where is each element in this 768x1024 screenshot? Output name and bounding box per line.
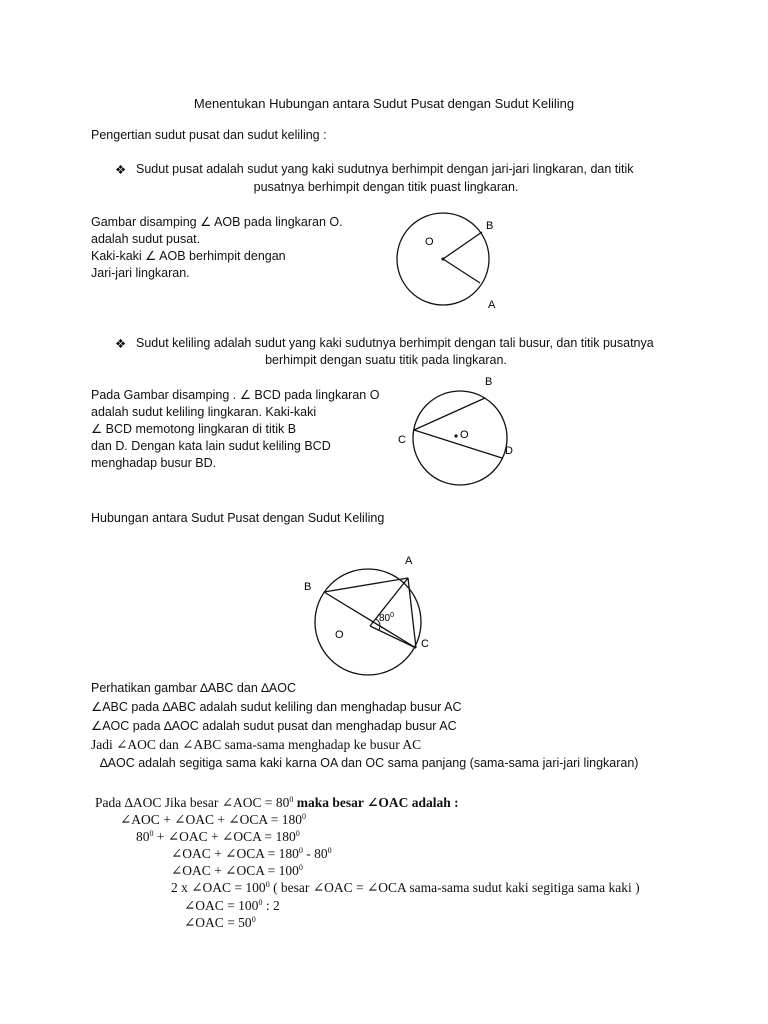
desc-line: Jari-jari lingkaran. — [91, 266, 190, 280]
calc-line: ∠AOC + ∠OAC + ∠OCA = $180^0$ — [120, 812, 307, 827]
page-title: Menentukan Hubungan antara Sudut Pusat dengan Sudut Keliling — [193, 96, 575, 111]
calc-line: ∠OAC + ∠OCA = $180^0 - 80^0$ — [171, 846, 332, 861]
label-a: A — [488, 299, 496, 311]
radius-ob — [443, 232, 482, 259]
desc-line: Pada Gambar disamping . ∠ BCD pada lingkaran O — [91, 388, 380, 402]
desc-line: ∠ BCD memotong lingkaran di titik B — [91, 422, 297, 436]
desc-line: menghadap busur BD. — [91, 456, 217, 470]
calc-line: Pada ∆AOC Jika besar ∠AOC = $80^0$ maka besar ∠OAC adalah : — [95, 795, 459, 810]
chord-cb — [414, 398, 485, 430]
hubungan-figure — [295, 550, 445, 680]
desc-line: adalah sudut keliling lingkaran. Kaki-kaki — [91, 405, 317, 419]
label-c: C — [398, 434, 406, 446]
label-o: O — [425, 236, 434, 248]
explain-line: Jadi ∠AOC dan ∠ABC sama-sama menghadap ke busur AC — [91, 737, 422, 752]
sudut-pusat-figure — [380, 205, 520, 320]
center-point — [441, 257, 444, 260]
label-b: B — [485, 376, 493, 388]
hubungan-heading: Hubungan antara Sudut Pusat dengan Sudut Keliling — [91, 511, 385, 525]
chord-cd — [414, 430, 502, 458]
explain-line: ∆AOC adalah segitiga sama kaki karna OA dan OC sama panjang (sama-sama jari-jari lingkaran) — [100, 756, 639, 770]
segment-ac — [408, 578, 416, 648]
label-d: D — [505, 445, 513, 457]
label-a: A — [405, 555, 413, 567]
sudut-keliling-def-line2: berhimpit dengan suatu titik pada lingkaran. — [265, 353, 507, 367]
explain-line: ∠AOC pada ∆AOC adalah sudut pusat dan menghadap busur AC — [91, 719, 457, 733]
label-c: C — [421, 638, 429, 650]
calc-line: 2 x ∠OAC = $100^0$ ( besar ∠OAC = ∠OCA sama-sama sudut kaki segitiga sama kaki ) — [171, 880, 640, 895]
bullet-icon: ❖ — [115, 337, 127, 351]
sudut-keliling-def-line1: Sudut keliling adalah sudut yang kaki sudutnya berhimpit dengan tali busur, dan titik pusatnya — [136, 336, 654, 350]
radius-oa — [443, 259, 480, 283]
bullet-icon: ❖ — [115, 163, 127, 177]
desc-line: Kaki-kaki ∠ AOB berhimpit dengan — [91, 249, 286, 263]
sudut-keliling-figure — [390, 370, 530, 492]
desc-line: dan D. Dengan kata lain sudut keliling BCD — [91, 439, 331, 453]
label-o: O — [460, 429, 469, 441]
label-b: B — [304, 581, 312, 593]
sudut-keliling-desc — [91, 387, 379, 472]
subtitle: Pengertian sudut pusat dan sudut keliling : — [91, 128, 327, 142]
calc-line: ∠OAC + ∠OCA = $100^0$ — [171, 863, 303, 878]
desc-line: Gambar disamping ∠ AOB pada lingkaran O. — [91, 215, 343, 229]
angle-label: $80^0$ — [379, 612, 395, 624]
sudut-pusat-def-line2: pusatnya berhimpit dengan titik puast lingkaran. — [253, 180, 519, 194]
desc-line: adalah sudut pusat. — [91, 232, 201, 246]
label-b: B — [486, 220, 494, 232]
sudut-pusat-desc — [91, 214, 343, 282]
center-point — [454, 434, 457, 437]
calc-line: ∠OAC = $50^0$ — [184, 915, 256, 930]
radius-oc — [370, 626, 416, 648]
label-o: O — [335, 629, 344, 641]
calc-line: ∠OAC = $100^0$ : 2 — [184, 898, 280, 913]
sudut-pusat-def-line1: Sudut pusat adalah sudut yang kaki sudutnya berhimpit dengan jari-jari lingkaran, dan titik — [136, 162, 634, 176]
calc-line: $80^0$ + ∠OAC + ∠OCA = $180^0$ — [136, 829, 300, 844]
explain-line: Perhatikan gambar ∆ABC dan ∆AOC — [91, 681, 296, 695]
explain-line: ∠ABC pada ∆ABC adalah sudut keliling dan menghadap busur AC — [91, 700, 462, 714]
